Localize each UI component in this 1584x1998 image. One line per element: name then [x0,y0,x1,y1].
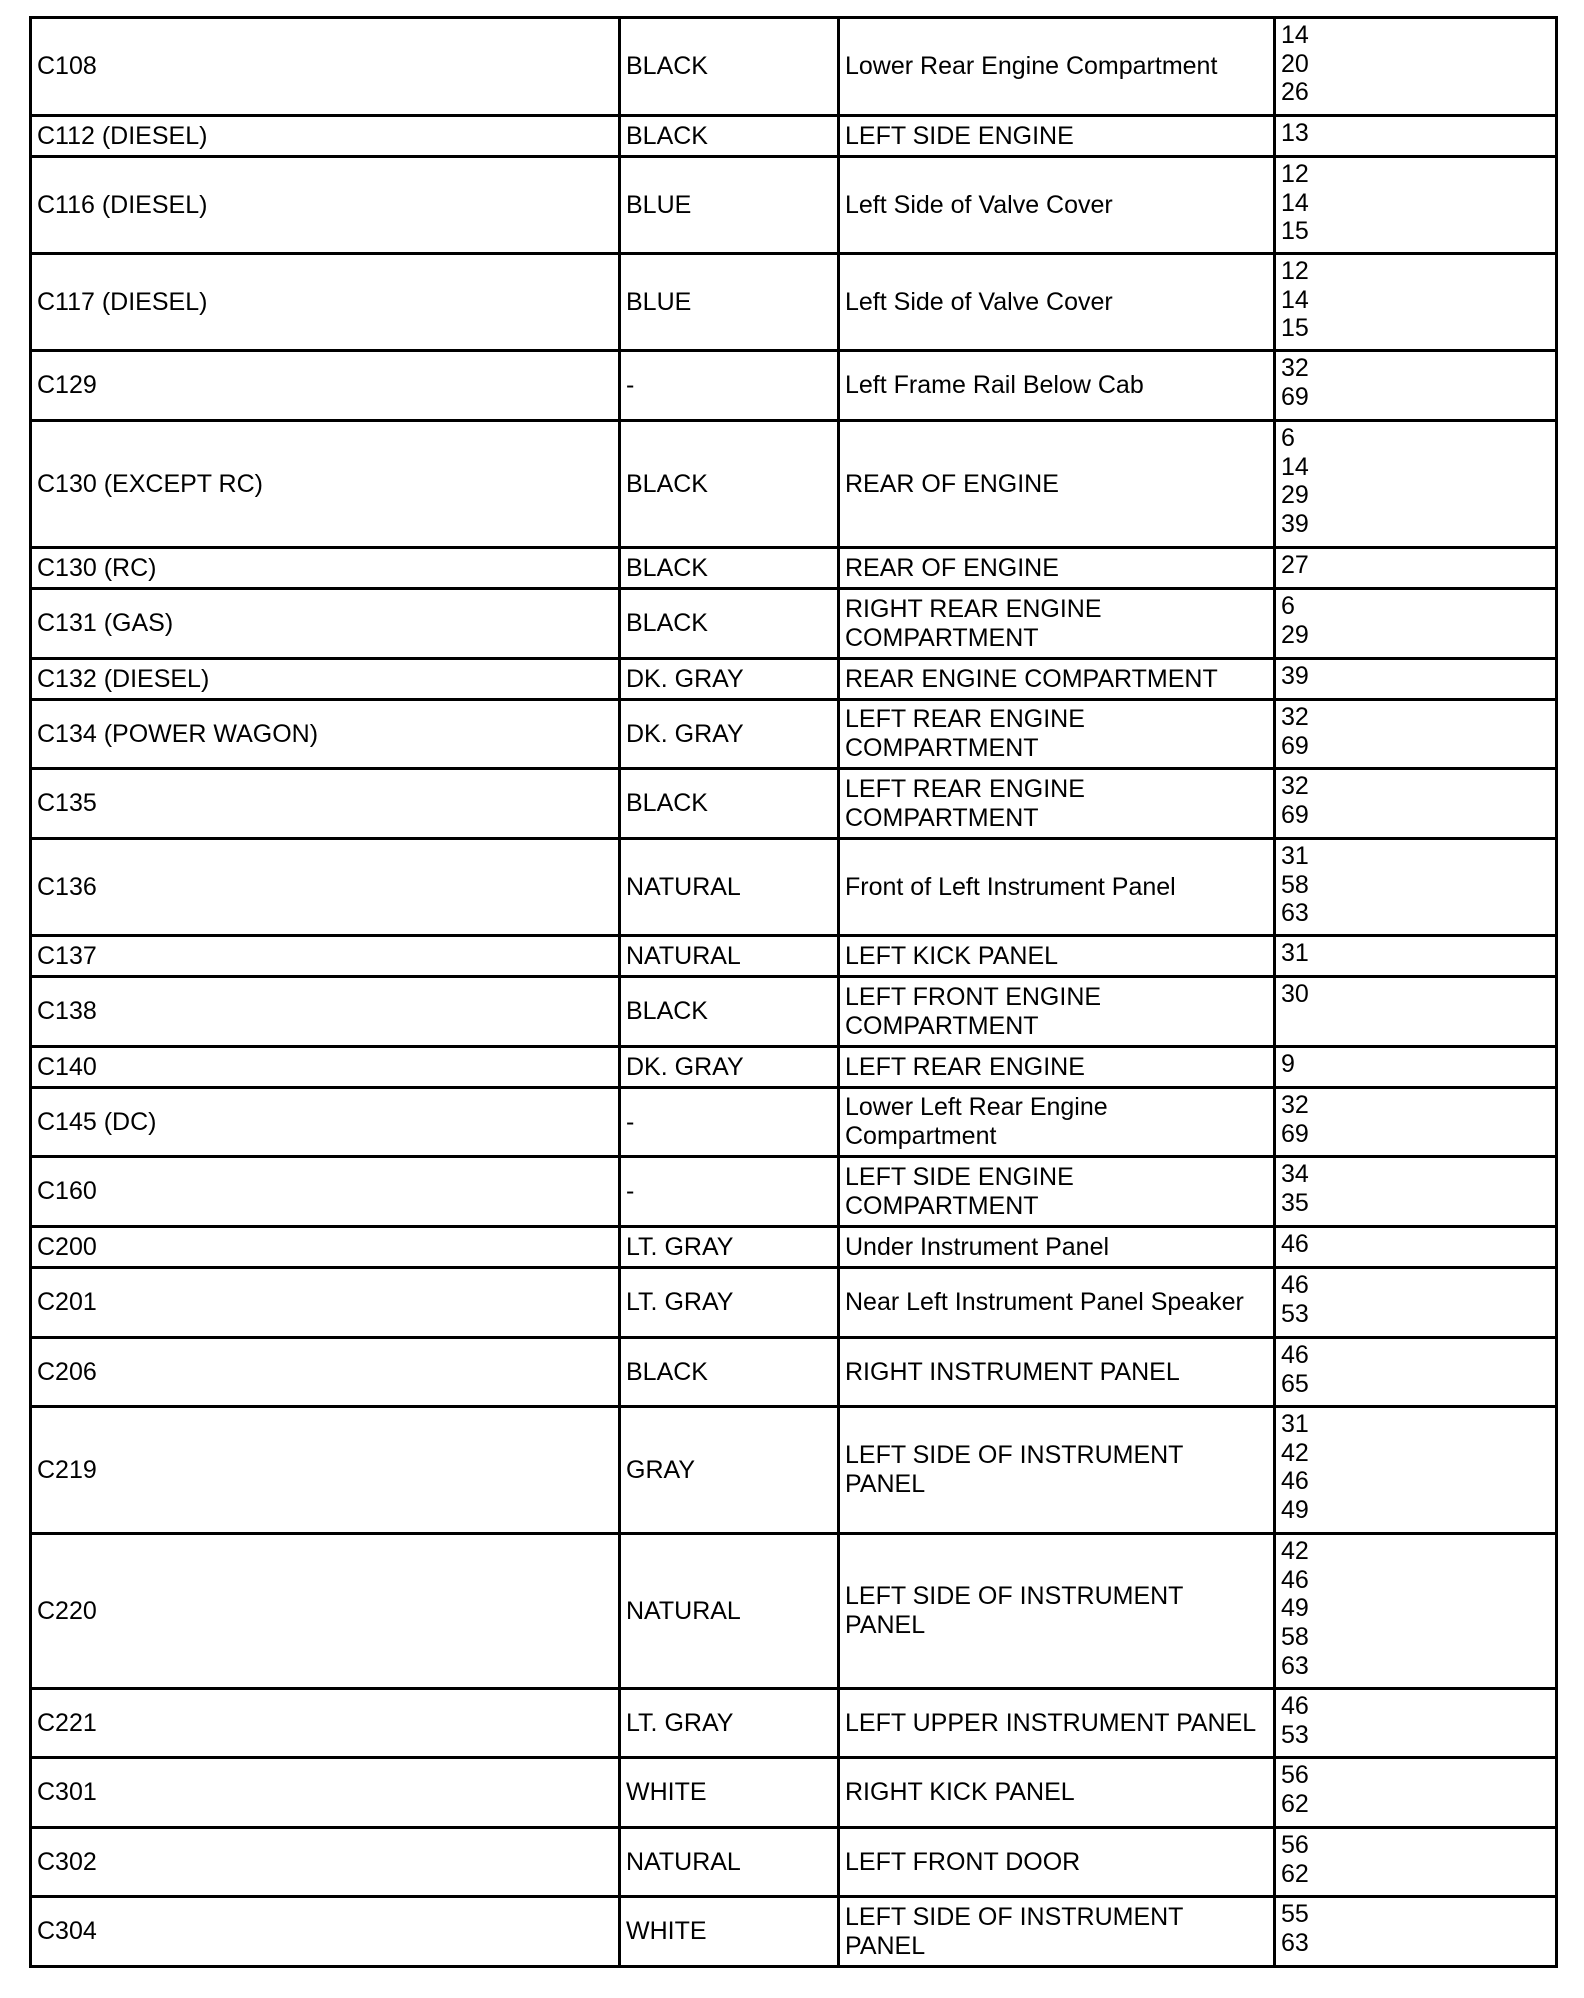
page-number: 63 [1281,1928,1309,1957]
page-number: 63 [1281,1651,1309,1680]
page-number: 34 [1281,1160,1309,1188]
connector-pages-cell [1275,421,1557,548]
connector-pages-cell [1275,839,1557,936]
connector-id-cell: C116 (DIESEL) [31,157,620,254]
connector-pages-cell [1275,589,1557,659]
connector-pages-cell [1275,18,1557,116]
connector-pages-cell [1275,1828,1557,1897]
page-number: 14 [1281,21,1309,49]
connector-id-cell: C130 (EXCEPT RC) [31,421,620,548]
page-number: 31 [1281,842,1309,870]
connector-location-text: REAR OF ENGINE [845,553,1059,582]
table-row [31,1407,1557,1534]
page-number: 26 [1281,78,1309,107]
table-row [31,254,1557,351]
connector-color-cell: DK. GRAY [620,659,839,700]
table-row [31,589,1557,659]
connector-color-cell: BLACK [620,548,839,589]
connector-color-cell: LT. GRAY [620,1268,839,1338]
connector-location-cell [839,1534,1275,1689]
page-number: 6 [1281,424,1295,452]
connector-id-cell: C132 (DIESEL) [31,659,620,700]
connector-location-text: REAR ENGINE COMPARTMENT [845,664,1218,693]
connector-location-cell [839,1047,1275,1088]
page-number: 69 [1281,800,1309,829]
connector-location-cell [839,1227,1275,1268]
connector-location-text: Left Frame Rail Below Cab [845,371,1144,400]
page-number: 14 [1281,188,1309,217]
connector-color-cell: GRAY [620,1407,839,1534]
page-number: 30 [1281,980,1309,1008]
page-number: 63 [1281,899,1309,928]
page-number: 49 [1281,1594,1309,1623]
page-number: 58 [1281,870,1309,899]
page-number: 15 [1281,314,1309,343]
connector-id-cell: C131 (GAS) [31,589,620,659]
connector-id-cell: C301 [31,1758,620,1828]
connector-location-cell [839,1897,1275,1967]
connector-pages-cell [1275,254,1557,351]
connector-color-cell: BLUE [620,157,839,254]
connector-location-text: RIGHT REAR ENGINE COMPARTMENT [845,594,1102,652]
table-body [31,18,1557,1967]
connector-location-text: LEFT SIDE ENGINE [845,121,1074,150]
connector-location-cell [839,157,1275,254]
connector-location-cell [839,977,1275,1047]
connector-location-cell [839,548,1275,589]
connector-pages-cell [1275,1157,1557,1227]
page-number: 15 [1281,217,1309,246]
page-number: 35 [1281,1188,1309,1217]
table-row [31,157,1557,254]
page-number: 32 [1281,772,1309,800]
table-row [31,18,1557,116]
connector-color-cell: WHITE [620,1897,839,1967]
table-row [31,1897,1557,1967]
connector-pages-cell [1275,1407,1557,1534]
connector-pages-cell [1275,659,1557,700]
connector-color-cell: LT. GRAY [620,1689,839,1758]
table-row [31,421,1557,548]
page-number: 53 [1281,1720,1309,1749]
connector-location-cell [839,421,1275,548]
connector-location-cell [839,839,1275,936]
page-number: 6 [1281,592,1295,620]
table-row [31,1088,1557,1157]
page-number: 69 [1281,731,1309,760]
page-number: 14 [1281,452,1309,481]
connector-color-cell: NATURAL [620,936,839,977]
connector-location-text: LEFT KICK PANEL [845,941,1059,970]
page-number: 49 [1281,1496,1309,1525]
connector-location-text: LEFT REAR ENGINE COMPARTMENT [845,705,1085,762]
page-number: 56 [1281,1761,1309,1789]
connector-location-text: LEFT FRONT ENGINE COMPARTMENT [845,982,1102,1040]
connector-color-cell: BLACK [620,1338,839,1407]
connector-location-cell [839,936,1275,977]
connector-location-text: RIGHT KICK PANEL [845,1778,1075,1807]
connector-location-text: LEFT FRONT DOOR [845,1847,1081,1876]
connector-location-cell [839,1088,1275,1157]
connector-location-text: LEFT SIDE ENGINE COMPARTMENT [845,1162,1074,1220]
connector-location-cell [839,769,1275,839]
connector-location-cell [839,1758,1275,1828]
connector-location-cell [839,351,1275,421]
connector-table [29,16,1558,1968]
connector-id-cell: C140 [31,1047,620,1088]
connector-color-cell: - [620,1088,839,1157]
table-row [31,936,1557,977]
page-number: 13 [1281,119,1309,147]
connector-pages-cell [1275,700,1557,769]
connector-location-cell [839,1157,1275,1227]
connector-id-cell: C135 [31,769,620,839]
page-number: 32 [1281,703,1309,731]
connector-pages-cell [1275,157,1557,254]
page-number: 46 [1281,1230,1309,1258]
connector-location-text: Left Side of Valve Cover [845,190,1113,219]
connector-location-cell [839,254,1275,351]
connector-color-cell: WHITE [620,1758,839,1828]
page-number: 62 [1281,1859,1309,1888]
page-number: 39 [1281,510,1309,539]
connector-id-cell: C145 (DC) [31,1088,620,1157]
connector-location-text: RIGHT INSTRUMENT PANEL [845,1357,1180,1386]
page-number: 12 [1281,257,1309,285]
connector-color-cell: BLACK [620,977,839,1047]
connector-pages-cell [1275,769,1557,839]
connector-id-cell: C304 [31,1897,620,1967]
connector-location-text: Left Side of Valve Cover [845,287,1113,316]
connector-location-cell [839,1407,1275,1534]
connector-id-cell: C108 [31,18,620,116]
connector-location-text: REAR OF ENGINE [845,469,1059,498]
connector-pages-cell [1275,1897,1557,1967]
page-number: 42 [1281,1438,1309,1467]
page-number: 62 [1281,1789,1309,1818]
connector-id-cell: C138 [31,977,620,1047]
page-number: 12 [1281,160,1309,188]
table-row [31,548,1557,589]
connector-pages-cell [1275,1534,1557,1689]
page-number: 69 [1281,382,1309,411]
connector-location-text: LEFT UPPER INSTRUMENT PANEL [845,1708,1257,1737]
page-number: 53 [1281,1299,1309,1328]
page-number: 29 [1281,620,1309,649]
connector-location-text: LEFT SIDE OF INSTRUMENT PANEL [845,1582,1184,1639]
connector-location-cell [839,1828,1275,1897]
connector-id-cell: C160 [31,1157,620,1227]
page-number: 69 [1281,1119,1309,1148]
connector-id-cell: C200 [31,1227,620,1268]
page-number: 56 [1281,1831,1309,1859]
connector-id-cell: C220 [31,1534,620,1689]
connector-location-cell [839,116,1275,157]
connector-pages-cell [1275,1689,1557,1758]
page-number: 32 [1281,354,1309,382]
connector-id-cell: C130 (RC) [31,548,620,589]
connector-pages-cell [1275,977,1557,1047]
page-number: 31 [1281,939,1309,967]
connector-location-cell [839,1268,1275,1338]
connector-color-cell: BLACK [620,589,839,659]
connector-id-cell: C219 [31,1407,620,1534]
table-row [31,839,1557,936]
page-number: 46 [1281,1692,1309,1720]
connector-pages-cell [1275,1268,1557,1338]
connector-id-cell: C302 [31,1828,620,1897]
table-row [31,1689,1557,1758]
connector-pages-cell [1275,936,1557,977]
connector-location-text: LEFT REAR ENGINE [845,1052,1085,1081]
connector-color-cell: BLACK [620,18,839,116]
connector-location-text: LEFT REAR ENGINE COMPARTMENT [845,774,1085,832]
connector-color-cell: NATURAL [620,839,839,936]
table-row [31,977,1557,1047]
connector-location-cell [839,659,1275,700]
table-row [31,351,1557,421]
connector-pages-cell [1275,1338,1557,1407]
table-row [31,1268,1557,1338]
page-number: 55 [1281,1900,1309,1928]
connector-location-text: Front of Left Instrument Panel [845,872,1176,901]
page-number: 39 [1281,662,1309,690]
connector-location-text: Lower Rear Engine Compartment [845,52,1218,81]
connector-color-cell: BLACK [620,116,839,157]
page-number: 46 [1281,1341,1309,1369]
connector-location-cell [839,1689,1275,1758]
table-row [31,769,1557,839]
table-row [31,1157,1557,1227]
page-number: 14 [1281,285,1309,314]
table-row [31,1828,1557,1897]
connector-color-cell: BLUE [620,254,839,351]
table-row [31,1758,1557,1828]
connector-id-cell: C134 (POWER WAGON) [31,700,620,769]
connector-color-cell: LT. GRAY [620,1227,839,1268]
page-number: 58 [1281,1623,1309,1652]
connector-id-cell: C221 [31,1689,620,1758]
connector-color-cell: BLACK [620,769,839,839]
connector-id-cell: C129 [31,351,620,421]
page-number: 65 [1281,1369,1309,1398]
connector-color-cell: - [620,1157,839,1227]
connector-location-text: LEFT SIDE OF INSTRUMENT PANEL [845,1441,1184,1498]
page-number: 9 [1281,1050,1295,1078]
connector-pages-cell [1275,1758,1557,1828]
connector-color-cell: - [620,351,839,421]
connector-pages-cell [1275,116,1557,157]
connector-color-cell: NATURAL [620,1534,839,1689]
table-row [31,1534,1557,1689]
page-number: 29 [1281,481,1309,510]
connector-id-cell: C201 [31,1268,620,1338]
page-number: 46 [1281,1467,1309,1496]
table-row [31,1227,1557,1268]
connector-id-cell: C136 [31,839,620,936]
connector-id-cell: C206 [31,1338,620,1407]
page-number: 31 [1281,1410,1309,1438]
connector-location-cell [839,1338,1275,1407]
connector-location-text: LEFT SIDE OF INSTRUMENT PANEL [845,1902,1184,1960]
connector-color-cell: DK. GRAY [620,700,839,769]
connector-location-cell [839,700,1275,769]
connector-color-cell: NATURAL [620,1828,839,1897]
connector-color-cell: BLACK [620,421,839,548]
connector-color-cell: DK. GRAY [620,1047,839,1088]
connector-location-text: Under Instrument Panel [845,1232,1110,1261]
page-number: 46 [1281,1271,1309,1299]
connector-pages-cell [1275,1088,1557,1157]
page-number: 42 [1281,1537,1309,1565]
table-row [31,659,1557,700]
page-number: 27 [1281,551,1309,579]
connector-pages-cell [1275,548,1557,589]
connector-pages-cell [1275,351,1557,421]
connector-location-cell [839,589,1275,659]
page-number: 20 [1281,49,1309,78]
connector-id-cell: C112 (DIESEL) [31,116,620,157]
connector-id-cell: C137 [31,936,620,977]
table-row [31,116,1557,157]
connector-location-text: Lower Left Rear Engine Compartment [845,1093,1108,1150]
table-row [31,1338,1557,1407]
connector-pages-cell [1275,1227,1557,1268]
page-number: 46 [1281,1565,1309,1594]
connector-location-cell [839,18,1275,116]
table-row [31,700,1557,769]
connector-id-cell: C117 (DIESEL) [31,254,620,351]
page-number: 32 [1281,1091,1309,1119]
connector-location-text: Near Left Instrument Panel Speaker [845,1288,1244,1317]
table-row [31,1047,1557,1088]
connector-pages-cell [1275,1047,1557,1088]
